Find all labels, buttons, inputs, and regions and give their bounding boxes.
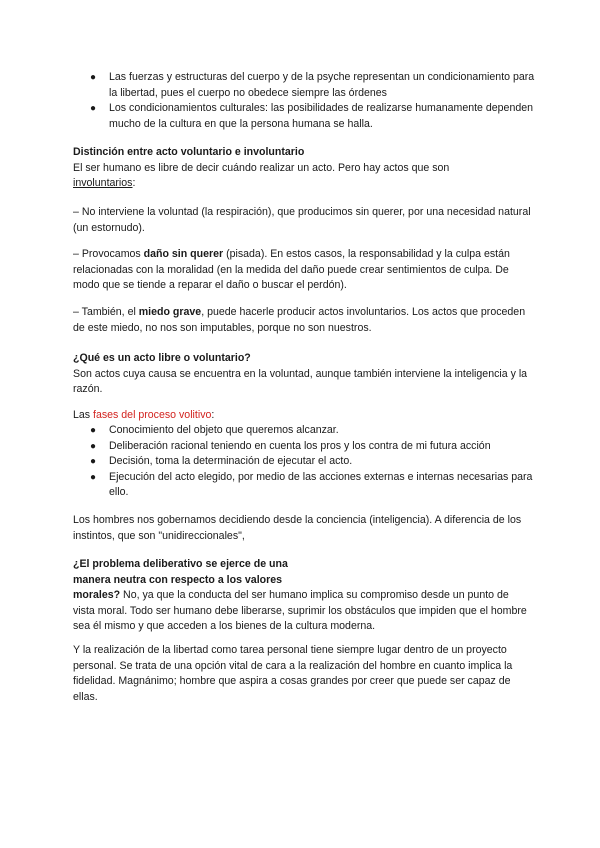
- section-heading: ¿Qué es un acto libre o voluntario?: [73, 352, 251, 364]
- list-item: ● Los condicionamientos culturales: las posibilidades de realizarse humanamente dependen mucho de la cultura en que la persona humana se halla.: [90, 102, 534, 130]
- paragraph-conscience: Los hombres nos gobernamos decidiendo desde la conciencia (inteligencia). A diferencia de los instintos, que son "unidireccionales",: [73, 514, 522, 542]
- bullet-icon: ●: [90, 103, 97, 114]
- paragraph-no-will: – No interviene la voluntad (la respiración), que producimos sin querer, por una necesidad natural (un estornudo).: [73, 206, 531, 234]
- section-free-act: [73, 351, 533, 398]
- bullet-icon: ●: [90, 471, 97, 483]
- paragraph-fear: – También, el miedo grave, puede hacerle producir actos involuntarios. Los actos que proceden de este miedo, no nos son imputables, porque no son nuestros.: [73, 306, 526, 334]
- phases-intro: Las fases del proceso volitivo:: [73, 409, 215, 421]
- paragraph: El ser humano es libre de decir cuándo realizar un acto. Pero hay actos que son involuntarios:: [73, 161, 450, 189]
- bold-term: daño sin querer: [143, 248, 224, 260]
- section-deliberation: [73, 557, 533, 635]
- bullet-icon: ●: [90, 72, 97, 83]
- highlighted-term: fases del proceso volitivo: [93, 409, 212, 421]
- conditioning-list: [90, 70, 535, 132]
- bullet-icon: ●: [90, 456, 97, 467]
- list-item: ● Decisión, toma la determinación de ejecutar el acto.: [90, 454, 535, 470]
- paragraph-freedom-project: Y la realización de la libertad como tarea personal tiene siempre lugar dentro de un proyecto personal. Se trata de una opción vital de cara a la realización del hombre en cuanto implica la fidelidad. Magnánimo; hombre que aspira a cosas grandes por creer que puede ser capaz de ellas.: [73, 644, 513, 703]
- list-item: ● Conocimiento del objeto que queremos alcanzar.: [90, 423, 535, 439]
- section-heading: manera neutra con respecto a los valores: [73, 573, 283, 586]
- paragraph-unintended-harm: – Provocamos daño sin querer (pisada). En estos casos, la responsabilidad y la culpa están relacionadas con la moralidad (en la medida del daño puede crear sentimientos de culpa. De modo que se tiende a reparar el daño o buscar el perdón).: [73, 248, 510, 291]
- phases-list: [90, 423, 535, 501]
- bullet-icon: ●: [90, 425, 97, 436]
- section-voluntary-involuntary: [73, 145, 533, 192]
- paragraph: Son actos cuya causa se encuentra en la voluntad, aunque también interviene la inteligencia y la razón.: [73, 367, 528, 395]
- list-item: ● Deliberación racional teniendo en cuenta los pros y los contra de mi futura acción: [90, 439, 535, 455]
- underlined-term: involuntarios: [73, 177, 133, 189]
- list-item: ● Las fuerzas y estructuras del cuerpo y de la psyche representan un condicionamiento para la libertad, pues el cuerpo no obedece siempre las órdenes: [90, 71, 535, 99]
- section-heading: Distinción entre acto voluntario e involuntario: [73, 146, 305, 158]
- paragraph: morales? No, ya que la conducta del ser humano implica su compromiso desde un punto de vista moral. Todo ser humano debe liberarse, suprimir los obstáculos que impiden que el hombre sea él mismo y que acceden a los bienes de la cultura moderna.: [73, 589, 527, 632]
- bullet-icon: ●: [90, 440, 97, 452]
- section-heading: ¿El problema deliberativo se ejerce de una: [73, 558, 288, 570]
- bold-term: miedo grave: [138, 306, 202, 318]
- list-item: ● Ejecución del acto elegido, por medio de las acciones externas e internas necesarias para ello.: [90, 470, 533, 498]
